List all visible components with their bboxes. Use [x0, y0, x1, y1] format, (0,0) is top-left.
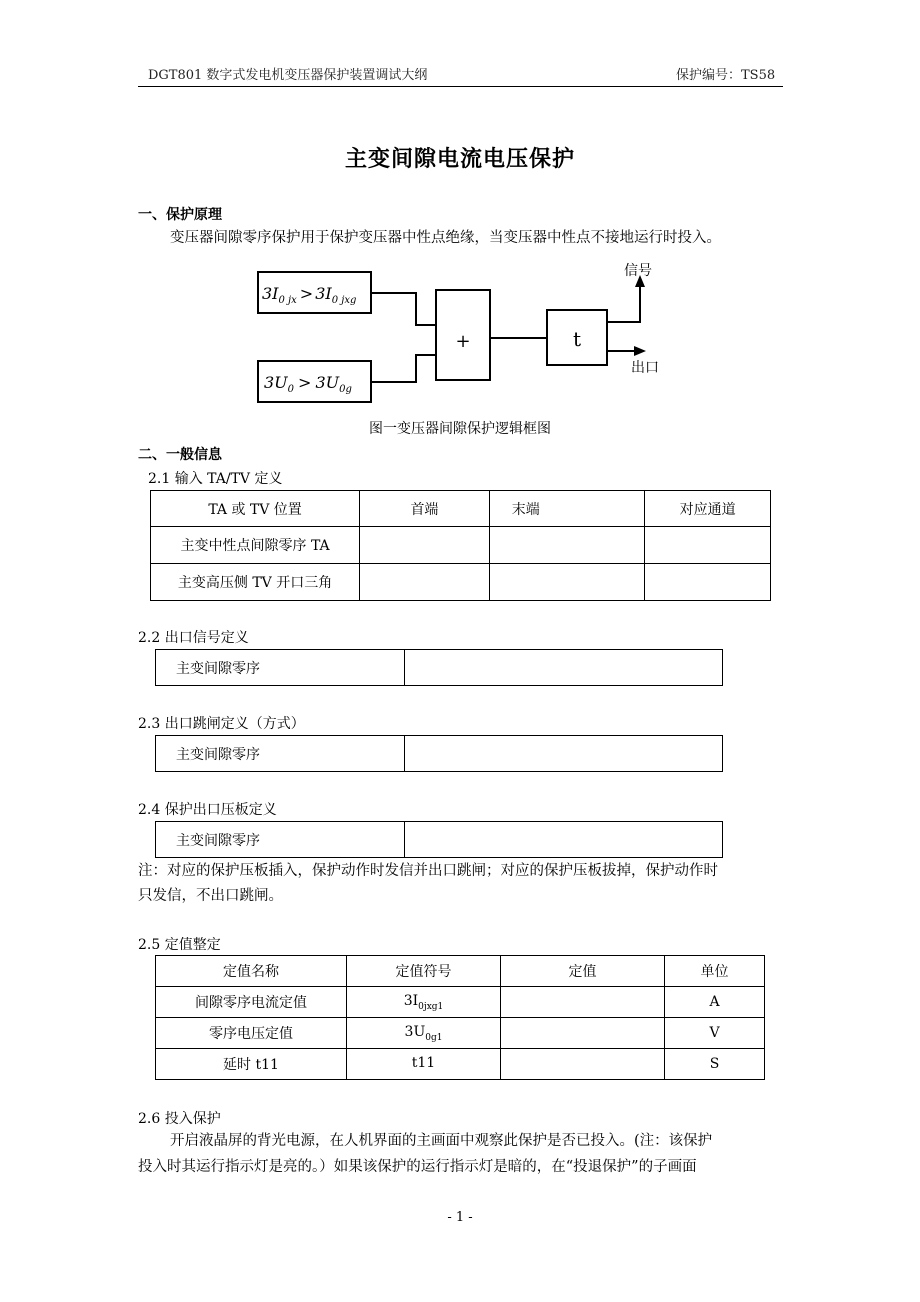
s21-heading: 2.1 输入 TA/TV 定义: [148, 471, 283, 487]
table-cell: [489, 564, 644, 601]
signal-output-table: [155, 649, 723, 686]
table-row: [156, 1049, 765, 1080]
table-row: [156, 650, 723, 686]
page-title: 主变间隙电流电压保护: [344, 146, 575, 172]
table-cell: [501, 1049, 665, 1080]
table-row: [151, 564, 771, 601]
s26-heading: 2.6 投入保护: [138, 1111, 221, 1127]
table-cell: 主变间隙零序: [156, 650, 405, 686]
pressure-plate-table: [155, 821, 723, 858]
table-cell: [347, 1049, 501, 1080]
symbol-main: t11: [411, 1054, 436, 1071]
s26-line-2: 投入时其运行指示灯是亮的。）如果该保护的运行指示灯是暗的，在“投退保护”的子画面: [138, 1159, 697, 1175]
or-symbol: +: [455, 331, 471, 352]
output-signal-label: 信号: [624, 263, 652, 279]
table-header-row: [151, 491, 771, 527]
table-cell: [347, 987, 501, 1018]
s23-heading: 2.3 出口跳闸定义（方式）: [138, 716, 305, 732]
table-cell: 延时 t11: [156, 1049, 347, 1080]
column-header: 末端: [489, 491, 644, 527]
wire-input2: [371, 355, 436, 382]
table-cell: [489, 527, 644, 564]
symbol-main: 3I: [403, 992, 419, 1009]
note-line-1: 注：对应的保护压板插入，保护动作时发信并出口跳闸；对应的保护压板拔掉，保护动作时: [138, 863, 718, 879]
column-header: 定值名称: [156, 956, 347, 987]
column-header: 定值符号: [347, 956, 501, 987]
note-line-2: 只发信，不出口跳闸。: [138, 888, 283, 904]
header-divider: [138, 86, 783, 87]
s22-heading: 2.2 出口信号定义: [138, 630, 249, 646]
table-row: [156, 822, 723, 858]
symbol-main: 3U: [404, 1023, 426, 1040]
table-cell: A: [665, 987, 765, 1018]
table-cell: 间隙零序电流定值: [156, 987, 347, 1018]
table-row: [156, 1018, 765, 1049]
table-cell: [645, 527, 771, 564]
table-cell: [405, 822, 723, 858]
column-header: 对应通道: [645, 491, 771, 527]
column-header: 单位: [665, 956, 765, 987]
table-cell: 主变间隙零序: [156, 736, 405, 772]
diagram-caption: 图一变压器间隙保护逻辑框图: [369, 421, 551, 437]
table-cell: 主变高压侧 TV 开口三角: [151, 564, 360, 601]
table-cell: 主变间隙零序: [156, 822, 405, 858]
table-row: [156, 736, 723, 772]
table-row: [156, 987, 765, 1018]
column-header: TA 或 TV 位置: [151, 491, 360, 527]
wire-input1: [371, 293, 436, 325]
table-row: [151, 527, 771, 564]
timer-symbol: t: [572, 327, 582, 351]
wire-signal-output: [607, 283, 640, 322]
table-cell: [360, 527, 490, 564]
table-header-row: [156, 956, 765, 987]
table-cell: [405, 736, 723, 772]
arrow-right-icon: [634, 346, 646, 356]
s24-heading: 2.4 保护出口压板定义: [138, 802, 277, 818]
s26-line-1: 开启液晶屏的背光电源，在人机界面的主画面中观察此保护是否已投入。(注：该保护: [170, 1133, 713, 1149]
principle-text: 变压器间隙零序保护用于保护变压器中性点绝缘，当变压器中性点不接地运行时投入。: [170, 230, 721, 246]
table-cell: 零序电压定值: [156, 1018, 347, 1049]
page-number: - 1 -: [447, 1210, 473, 1225]
s25-heading: 2.5 定值整定: [138, 937, 221, 953]
input-voltage-label: $3U_0 > 3U_{0g}$: [264, 373, 352, 395]
section-principle-heading: 一、保护原理: [138, 207, 222, 223]
section-general-heading: 二、一般信息: [138, 447, 222, 463]
table-cell: [501, 987, 665, 1018]
table-cell: [405, 650, 723, 686]
logic-diagram: [240, 255, 680, 415]
header-protection-code: 保护编号：TS58: [676, 68, 776, 83]
input-current-label: $3I_{0 jx} > 3I_{0 jxg}$: [262, 284, 357, 306]
table-cell: [347, 1018, 501, 1049]
table-cell: S: [665, 1049, 765, 1080]
table-cell: V: [665, 1018, 765, 1049]
header-doc-title: DGT801 数字式发电机变压器保护装置调试大纲: [148, 68, 428, 83]
table-cell: 主变中性点间隙零序 TA: [151, 527, 360, 564]
table-cell: [501, 1018, 665, 1049]
output-trip-label: 出口: [631, 360, 659, 376]
trip-output-table: [155, 735, 723, 772]
column-header: 定值: [501, 956, 665, 987]
column-header: 首端: [360, 491, 490, 527]
table-cell: [360, 564, 490, 601]
symbol-subscript: 0jxg1: [418, 1001, 444, 1012]
table-cell: [645, 564, 771, 601]
symbol-subscript: 0g1: [425, 1032, 443, 1043]
settings-table: [155, 955, 765, 1080]
ta-tv-table: [150, 490, 771, 601]
